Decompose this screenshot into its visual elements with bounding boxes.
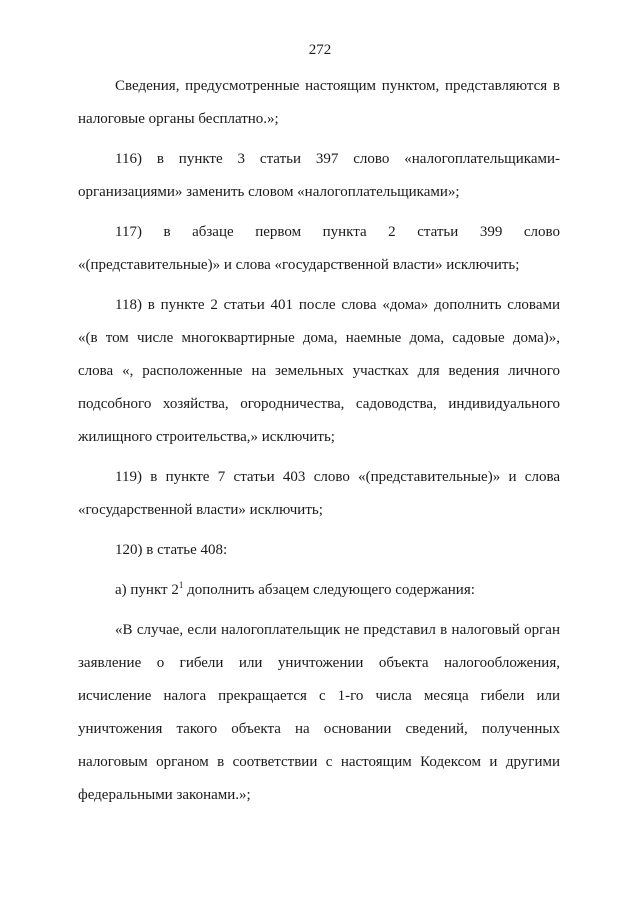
- paragraph-quote: «В случае, если налогоплательщик не представил в налоговый орган заявление о гибели или уничтожении объекта налогообложения, исчисление налога прекращается с 1-го числа месяца гибели или уничтожения такого объекта на основании сведений, полученных налоговым органом в соответствии с настоящим Кодексом и другими федеральными законами.»;: [78, 622, 560, 803]
- page-number: 272: [308, 42, 332, 58]
- paragraph-116: 116) в пункте 3 статьи 397 слово «налогоплательщиками-организациями» заменить словом «налогоплательщиками»;: [78, 151, 560, 200]
- paragraph-120a-after: дополнить абзацем следующего содержания:: [183, 582, 475, 598]
- document-body: [78, 70, 560, 819]
- paragraph-120a-before: а) пункт 2: [115, 582, 179, 598]
- paragraph-120a: [78, 574, 560, 607]
- paragraph-1: Сведения, предусмотренные настоящим пунктом, представляются в налоговые органы бесплатно.»;: [78, 78, 560, 127]
- paragraph-120: 120) в статье 408:: [115, 542, 228, 558]
- paragraph-117: 117) в абзаце первом пункта 2 статьи 399 слово «(представительные)» и слова «государственной власти» исключить;: [78, 224, 560, 273]
- superscript-index: 1: [178, 580, 184, 590]
- paragraph-119: 119) в пункте 7 статьи 403 слово «(представительные)» и слова «государственной власти» исключить;: [78, 469, 560, 518]
- paragraph-118: 118) в пункте 2 статьи 401 после слова «дома» дополнить словами «(в том числе многоквартирные дома, наемные дома, садовые дома)», слова «, расположенные на земельных участках для ведения личного подсобного хозяйства, огородничества, садоводства, индивидуального жилищного строительства,» исключить;: [78, 297, 560, 445]
